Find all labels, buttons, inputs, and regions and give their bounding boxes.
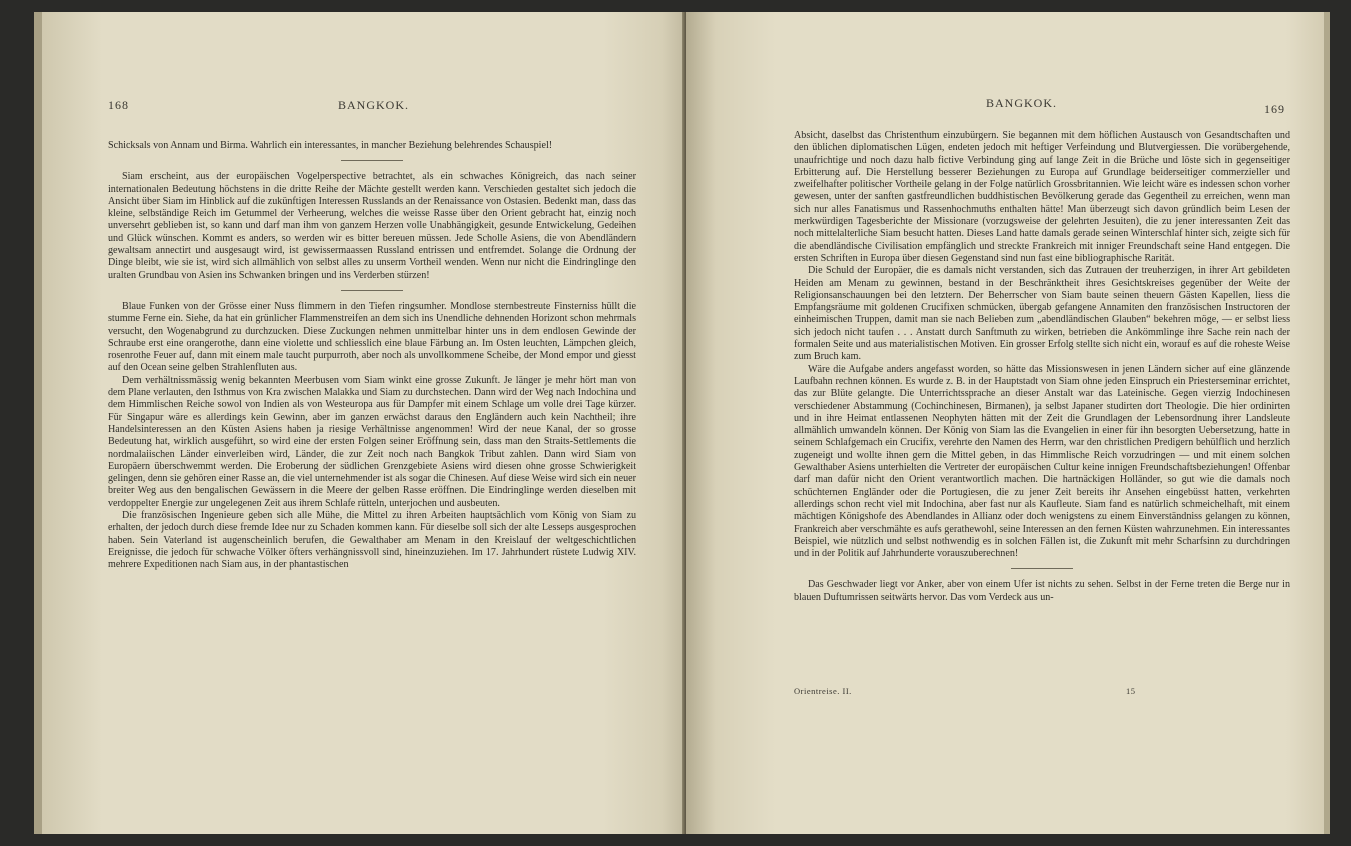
paragraph: Siam erscheint, aus der europäischen Vogelperspective betrachtet, als ein schwaches Königreich, das nach seiner internationalen Bedeutung höchstens in die dritte Reihe der Mächte gestellt werden kann. Verschieden gestaltet sich jedoch die Ansicht über Siam im Hinblick auf die zukünftigen Interessen Russlands an der Renaissance von Ostasien. Bedenkt man, dass das kleine, selbständige Reich im Getummel der Verheerung, welches die weisse Rasse über den Orient gebracht hat, einzig noch unversehrt geblieben ist, so kann und darf man ihm von ganzem Herzen volle Unabhängigkeit, gesunde Entwickelung, Gedeihen und Glück wünschen. Kommt es anders, so werden wir es bitter bereuen müssen. Jede Scholle Asiens, die von Abendländern gewaltsam annectirt und ausgesaugt wird, ist gewissermaassen Russland entrissen und entfremdet. Solange die Ordnung der Dinge bleibt, wie sie ist, wird sich allmählich von selbst alles zu unserm Vortheil wenden. Wenn nur nicht die Eindringlinge den uralten Grundbau von Asien ins Schwanken bringen und ins Verderben stürzen! — [108, 171, 636, 281]
paragraph: Blaue Funken von der Grösse einer Nuss flimmern in den Tiefen ringsumher. Mondlose sternbestreute Finsterniss hüllt die stumme Ferne ein. Siehe, da hat ein grünlicher Flammenstreifen an dem sich ins Unendliche dehnenden Horizont schon mehrmals versucht, den Wogenabgrund zu durchzucken. Diese Zuckungen nehmen unmittelbar hinter uns in dem endlosen Gewinde der Schraube erst eine orangerothe, dann eine violette und schliesslich eine blaue Färbung an. Im Osten leuchten, Lämpchen gleich, rosenrothe Feuer auf, dann mit einem male taucht purpurroth, aber noch als unvollkommene Scheibe, der Mond empor und giesst auf den Ocean seine gelben Strahlenfluten aus. — [108, 300, 636, 374]
section-divider — [341, 160, 403, 161]
left-page — [34, 12, 686, 834]
left-page-body — [108, 140, 636, 572]
footer-signature: Orientreise. II. — [794, 686, 852, 696]
paragraph: Wäre die Aufgabe anders angefasst worden, so hätte das Missionswesen in jenen Ländern sicher auf eine glänzende Laufbahn rechnen können. Es wurde z. B. in der Hauptstadt von Siam ohne jeden Einspruch ein Priesterseminar errichtet, das zur Blüte gelangte. Die Unterrichtssprache an dieser Anstalt war das Lateinische. Gegen vierzig Indochinesen verschiedener Abstammung (Cochinchinesen, Birmanen), ja selbst Japaner studirten dort Theologie. Die hier ordinirten und in ihre Heimat entlassenen Neophyten hätten mit der Zeit die Grundlagen der Lebensordnung ihrer Landsleute allmählich umwandeln können. Der König von Siam las die Evangelien in einer für ihn besorgten Uebersetzung, hatte in seinem Schlafgemach ein Crucifix, verehrte den Namen des Herrn, war den christlichen Predigern behülflich und herzlich zugeneigt und wollte ihnen gern die Mittel geben, in das Himmlische Reich vorzudringen — und mit einem solchen Gewalthaber Asiens unterhielten die Vertreter der europäischen Cultur keine innigen Freundschaftsbeziehungen! Offenbar darf man dafür nicht den Orient verantwortlich machen. Die hartnäckigen Holländer, so gut wie die damals noch schüchternen Engländer oder die Portugiesen, die zu jener Zeit bereits ihr Ansehen eingebüsst hatten, verkehrten allerdings schon recht viel mit Indochina, aber fast nur als Kaufleute. Siam fand es natürlich schmeichelhaft, mit einem mächtigen Königshofe des Abendlandes in Allianz oder doch wenigstens zu einem Einverständniss gelangen zu können, Frankreich aber verschmähte es aufs gerathewohl, seine Interessen an den fernen Küsten wahrzunehmen. Ein interessantes Beispiel, wie nützlich und selbst nothwendig es in solchen Fällen ist, die Zukunft mit mehr Scharfsinn zu durchdringen und in der Politik auf Jahrhunderte vorauszuberechnen! — [794, 363, 1290, 560]
section-divider — [1011, 568, 1073, 569]
footer-sheet-number: 15 — [1126, 686, 1136, 696]
section-divider — [341, 290, 403, 291]
page-number-right: 169 — [1264, 102, 1285, 116]
page-number-left: 168 — [108, 98, 129, 112]
paragraph: Absicht, daselbst das Christenthum einzubürgern. Sie begannen mit dem höflichen Austausch von Gesandtschaften und den üblichen diplomatischen Lügen, endeten jedoch mit heftiger Verfeindung und Blutvergiessen. Die vorübergehende, unaufrichtige und noch dazu halb fictive Verbindung ging auf lange Zeit in die Brüche und löste sich in gegenseitiger Erbitterung auf. Die Herstellung besserer Beziehungen zu Europa auf Grundlage beiderseitiger commerzieller und zweifelhafter politischer Vortheile gelang in der Folge natürlich Grossbritannien. Wie leicht wäre es indessen schon vorher gewesen, unter der sanften gastfreundlichen buddhistischen Bevölkerung gerade das Gegentheil zu erreichen, wenn man sich nur alles Fanatismus und Rassenhochmuths enthalten hätte! Man überzeugt sich davon gründlich beim Lesen der merkwürdigen Tagesberichte der Missionare (vorzugsweise der gelehrten Jesuiten), die zu jener interessanten Zeit das noch mittelalterliche Siam besucht hatten. Dieses Land hatte damals gerade seinen Winterschlaf hinter sich, zeigte sich für die abendländische Civilisation empfänglich und streckte Frankreich mit inniger Freundschaft seine Hand entgegen. Die ersten Schriften in Europa über diesen Gegenstand sind nun fast eine bibliographische Rarität. — [794, 130, 1290, 264]
running-head-left: BANGKOK. — [338, 98, 409, 112]
paragraph: Dem verhältnissmässig wenig bekannten Meerbusen vom Siam winkt eine grosse Zukunft. Je länger je mehr hört man von dem Plane verlauten, den Isthmus von Kra zwischen Malakka und Siam zu durchstechen. Dann wird der Weg nach Indochina und dem Himmlischen Reiche sowol von Indien als von Westeuropa aus für Dampfer mit einem Schlage um volle drei Tage kürzer. Für Singapur wäre es allerdings kein Gewinn, aber im ganzen erwächst daraus den Engländern auch kein Nachtheil; ihre Handelsinteressen an den Küsten Asiens haben ja riesige Verhältnisse angenommen! Wird der neue Kanal, der so grosse Bedeutung hat, wirklich ausgeführt, so wird eine der ersten Folgen seiner Eröffnung sein, dass man den Straits-Settlements die nordmalaiischen Länder einverleiben wird, Länder, die zur Zeit noch nach Bangkok Tribut zahlen. Dann wird Siam von Europäern überschwemmt werden. Die Eroberung der südlichen Grenzgebiete Asiens wird diesen ohne grosse Schwierigkeit gelingen, denn sie gehören einer Rasse an, die viel unternehmender ist als sogar die Chinesen. Auf diese Weise wird sich ein neuer breiter Weg aus den bengalischen Gewässern in die Meere der gelben Rasse eröffnen. Die Eindringlinge werden dieselben mit verdoppelter Energie zur ungelegenen Zeit aus ihrem Schlafe rütteln, unterjochen und ausbeuten. — [108, 374, 636, 509]
paragraph: Schicksals von Annam und Birma. Wahrlich ein interessantes, in mancher Beziehung belehrendes Schauspiel! — [108, 140, 553, 151]
paragraph: Die Schuld der Europäer, die es damals nicht verstanden, sich das Zutrauen der treuherzigen, in ihrer Art gebildeten Heiden am Menam zu gewinnen, bestand in der Beschränktheit ihres Gesichtskreises gegenüber der Weite der Religionsanschauungen bei den letztern. Der Beherrscher von Siam baute seinen theuern Gästen Kapellen, liess die Empfangsräume mit goldenen Crucifixen schmücken, übergab gefangene Annamiten den französischen Instructoren der einheimischen Truppen, damit man sie nach Belieben zum „abendländischen Glauben“ bekehren möge, — er selbst liess sich jedoch nicht taufen . . . Anstatt durch Sanftmuth zu wirken, betrieben die Ankömmlinge ihre Sache rein nach der formalen Seite und aus materialistischen Motiven. Ein grosser Erfolg stellte sich nicht ein, worauf es auf die roheste Weise zum Bruch kam. — [794, 265, 1290, 363]
paragraph: Die französischen Ingenieure geben sich alle Mühe, die Mittel zu ihren Arbeiten hauptsächlich vom König von Siam zu erhalten, der jedoch durch diese fremde Idee nur zu Schaden kommen kann. Für dieselbe soll sich der alte Lesseps ausgesprochen haben. Sein Vaterland ist augenscheinlich berufen, die Gewalthaber am Menam in den Kreislauf der weltgeschichtlichen Ereignisse, die jedoch für schwache Völker öfters verhängnissvoll sind, hineinzuziehen. Im 17. Jahrhundert rüstete Ludwig XIV. mehrere Expeditionen nach Siam aus, in der phantastischen — [108, 510, 636, 571]
paragraph: Das Geschwader liegt vor Anker, aber von einem Ufer ist nichts zu sehen. Selbst in der Ferne treten die Berge nur in blauen Duftumrissen seitwärts hervor. Das vom Verdeck aus un- — [794, 579, 1290, 603]
right-page-body — [794, 130, 1290, 604]
open-book — [34, 12, 1330, 834]
running-head-right: BANGKOK. — [986, 96, 1057, 110]
right-page — [686, 12, 1330, 834]
